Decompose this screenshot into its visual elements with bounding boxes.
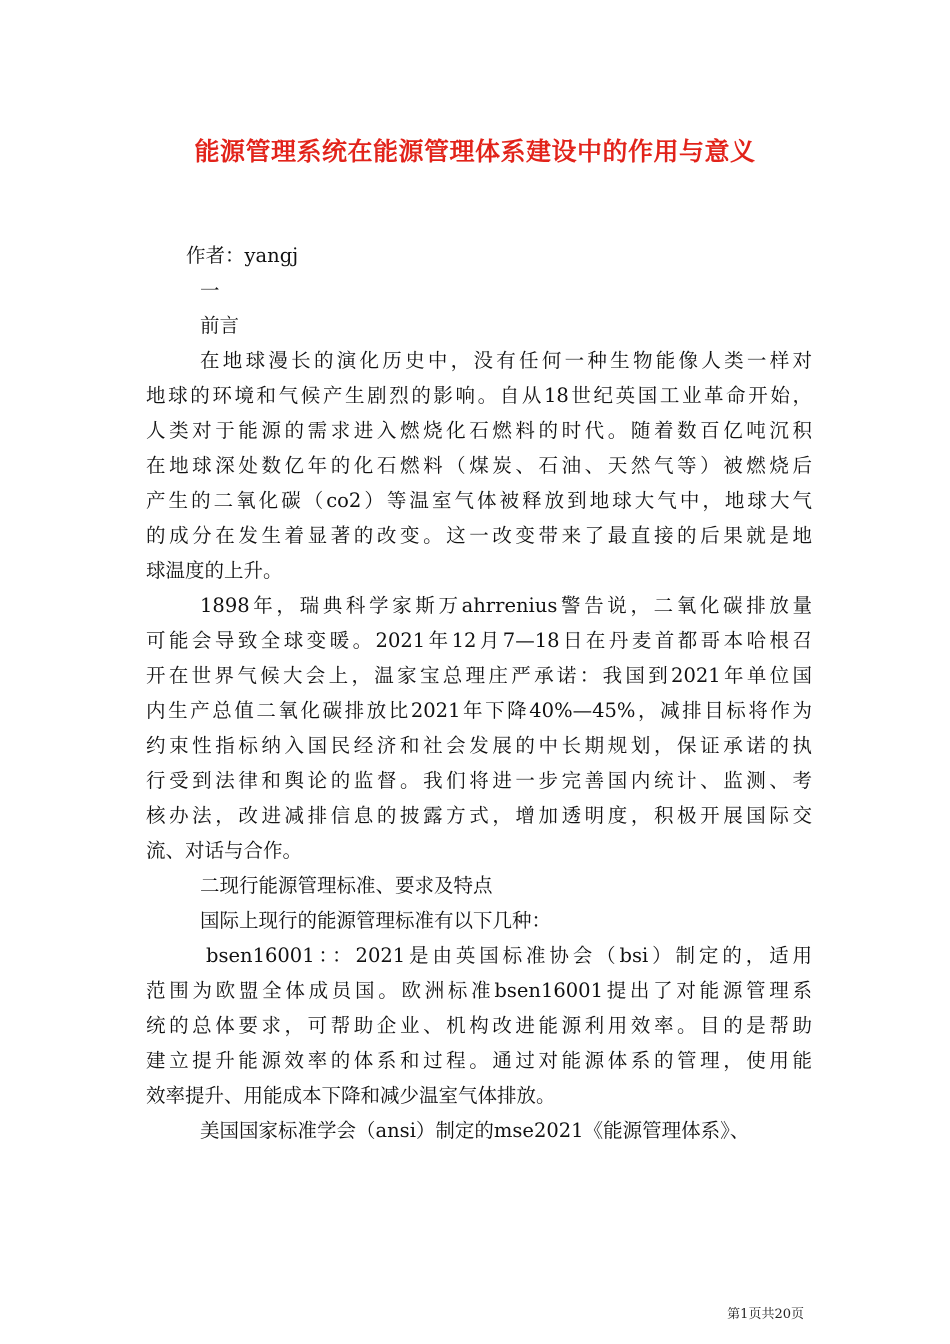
intro-line: 国际上现行的能源管理标准有以下几种：	[200, 909, 552, 932]
paragraph-line: 地球的环境和气候产生剧烈的影响。自从18世纪英国工业革命开始，	[146, 384, 812, 407]
paragraph-line: 人类对于能源的需求进入燃烧化石燃料的时代。随着数百亿吨沉积	[146, 419, 812, 442]
document-body	[146, 238, 812, 1148]
paragraph-2	[146, 588, 812, 868]
author-line: 作者：yangj	[186, 244, 299, 267]
paragraph-line: 的成分在发生着显著的改变。这一改变带来了最直接的后果就是地	[146, 524, 812, 547]
paragraph-1	[146, 343, 812, 588]
paragraph-line: 1898年，瑞典科学家斯万ahrrenius警告说，二氧化碳排放量	[200, 594, 812, 617]
section1-heading: 前言	[200, 314, 240, 337]
section2-heading: 二现行能源管理标准、要求及特点	[200, 874, 493, 897]
paragraph-line: 建立提升能源效率的体系和过程。通过对能源体系的管理，使用能	[146, 1049, 812, 1072]
document-title: 能源管理系统在能源管理体系建设中的作用与意义	[194, 137, 756, 166]
paragraph-line: 开在世界气候大会上，温家宝总理庄严承诺：我国到2021年单位国	[146, 664, 812, 687]
paragraph-4-line: 美国国家标准学会（ansi）制定的mse2021《能源管理体系》、	[200, 1119, 750, 1142]
paragraph-line: bsen16001：：2021是由英国标准协会（bsi）制定的，适用	[206, 944, 812, 967]
paragraph-line: 内生产总值二氧化碳排放比2021年下降40%—45%，减排目标将作为	[146, 699, 812, 722]
paragraph-line: 效率提升、用能成本下降和减少温室气体排放。	[146, 1084, 556, 1107]
page-number: 第1页共20页	[727, 1307, 804, 1322]
section1-number: 一	[200, 279, 220, 302]
paragraph-line: 核办法，改进减排信息的披露方式，增加透明度，积极开展国际交	[146, 804, 812, 827]
paragraph-line: 可能会导致全球变暖。2021年12月7—18日在丹麦首都哥本哈根召	[146, 629, 812, 652]
paragraph-line: 行受到法律和舆论的监督。我们将进一步完善国内统计、监测、考	[146, 769, 812, 792]
paragraph-line: 在地球漫长的演化历史中，没有任何一种生物能像人类一样对	[200, 349, 812, 372]
paragraph-line: 球温度的上升。	[146, 559, 283, 582]
paragraph-line: 统的总体要求，可帮助企业、机构改进能源利用效率。目的是帮助	[146, 1014, 812, 1037]
paragraph-line: 范围为欧盟全体成员国。欧洲标准bsen16001提出了对能源管理系	[146, 979, 812, 1002]
paragraph-line: 流、对话与合作。	[146, 839, 303, 862]
paragraph-line: 产生的二氧化碳（co2）等温室气体被释放到地球大气中，地球大气	[146, 489, 812, 512]
paragraph-3	[146, 938, 812, 1113]
paragraph-line: 约束性指标纳入国民经济和社会发展的中长期规划，保证承诺的执	[146, 734, 812, 757]
paragraph-line: 在地球深处数亿年的化石燃料（煤炭、石油、天然气等）被燃烧后	[146, 454, 812, 477]
